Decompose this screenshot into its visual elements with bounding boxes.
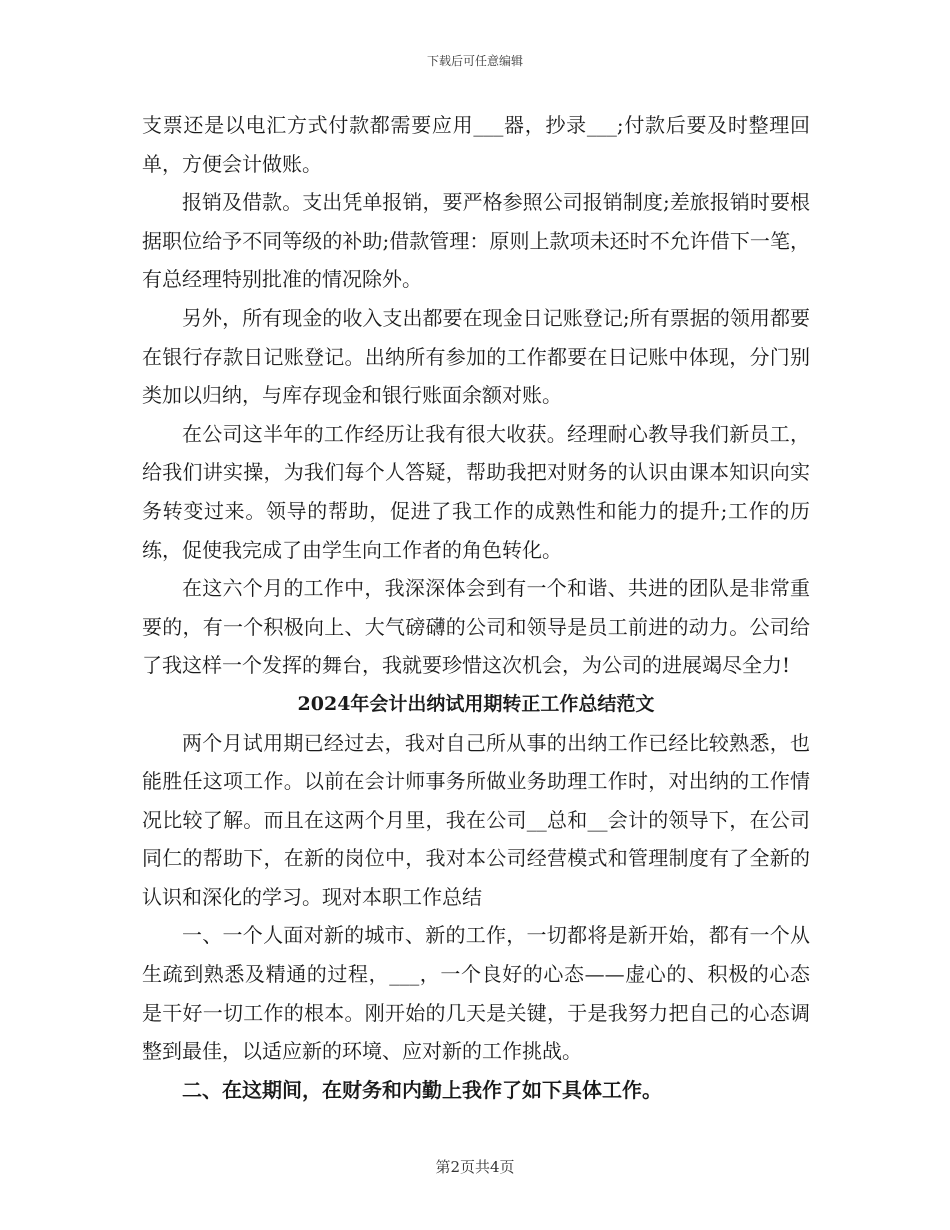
paragraph-reimbursement-loans: 报销及借款。支出凭单报销，要严格参照公司报销制度;差旅报销时要根据职位给予不同等级的补助;借款管理：原则上款项未还时不允许借下一笔，有总经理特别批准的情况除外。 [142, 190, 810, 292]
page-footer: 第2页共4页 [435, 1158, 515, 1176]
paragraph-probation-intro: 两个月试用期已经过去，我对自己所从事的出纳工作已经比较熟悉，也能胜任这项工作。以前在会计师事务所做业务助理工作时，对出纳的工作情况比较了解。而且在这两个月里，我在公司__总和__会计的领导下，在公司同仁的帮助下，在新的岗位中，我对本公司经营模式和管理制度有了全新的认识和深化的学习。现对本职工作总结 [142, 730, 810, 909]
paragraph-point-one: 一、一个人面对新的城市、新的工作，一切都将是新开始，都有一个从生疏到熟悉及精通的过程，___，一个良好的心态——虚心的、积极的心态是干好一切工作的根本。刚开始的几天是关键，于是我努力把自己的心态调整到最佳，以适应新的环境、应对新的工作挑战。 [142, 923, 810, 1064]
paragraph-half-year-gains: 在公司这半年的工作经历让我有很大收获。经理耐心教导我们新员工，给我们讲实操，为我们每个人答疑，帮助我把对财务的认识由课本知识向实务转变过来。领导的帮助，促进了我工作的成熟性和能力的提升;工作的历练，促使我完成了由学生向工作者的角色转化。 [142, 421, 810, 562]
paragraph-team-reflection: 在这六个月的工作中，我深深体会到有一个和谐、共进的团队是非常重要的，有一个积极向上、大气磅礴的公司和领导是员工前进的动力。公司给了我这样一个发挥的舞台，我就要珍惜这次机会，为公司的进展竭尽全力! [142, 576, 810, 678]
document-body [142, 106, 810, 1109]
paragraph-point-two-heading: 二、在这期间，在财务和内勤上我作了如下具体工作。 [182, 1077, 662, 1102]
paragraph-payment-continuation: 支票还是以电汇方式付款都需要应用___器，抄录___;付款后要及时整理回单，方便会计做账。 [142, 113, 810, 176]
section-title: 2024年会计出纳试用期转正工作总结范文 [297, 692, 655, 715]
paragraph-cash-journal: 另外，所有现金的收入支出都要在现金日记账登记;所有票据的领用都要在银行存款日记账登记。出纳所有参加的工作都要在日记账中体现，分门别类加以归纳，与库存现金和银行账面余额对账。 [142, 305, 810, 408]
page-header: 下载后可任意编辑 [426, 54, 523, 68]
